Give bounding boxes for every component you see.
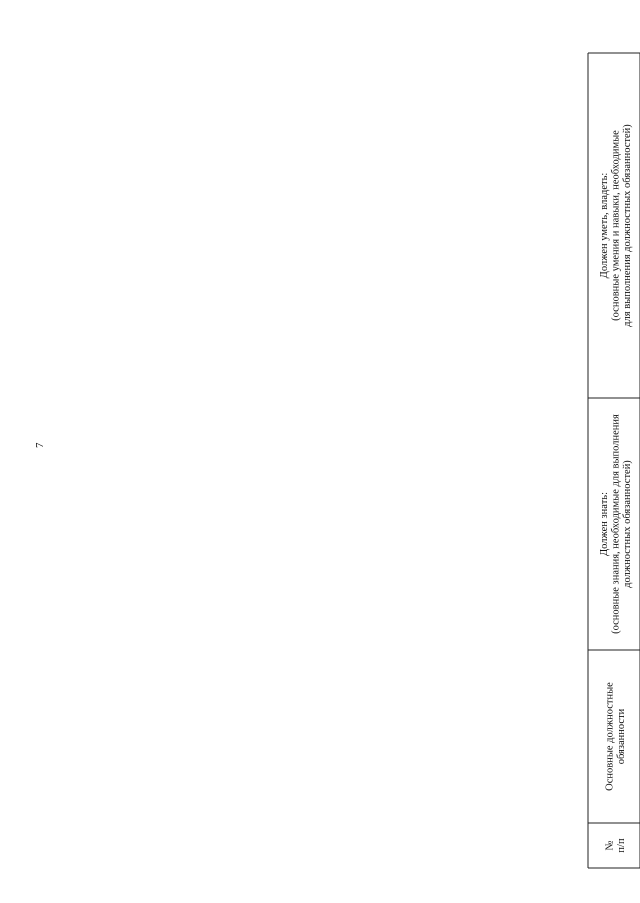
header-num: п/п: [616, 838, 627, 853]
header-skill: для выполнения должностных обязанностей): [622, 124, 633, 327]
header-skill: Должен уметь, владеть:: [599, 172, 610, 279]
header-duty: обязанности: [616, 708, 627, 765]
duties-table: [588, 53, 640, 868]
header-duty: Основные должностные: [604, 682, 616, 791]
header-know: должностных обязанностей): [622, 460, 633, 588]
header-skill: (основные умения и навыки, необходимые: [610, 130, 622, 321]
header-know: Должен знать:: [599, 492, 610, 556]
page-number: 7: [34, 442, 46, 448]
header-num: №: [604, 840, 616, 851]
header-know: (основные знания, необходимые для выполнения: [610, 414, 622, 634]
